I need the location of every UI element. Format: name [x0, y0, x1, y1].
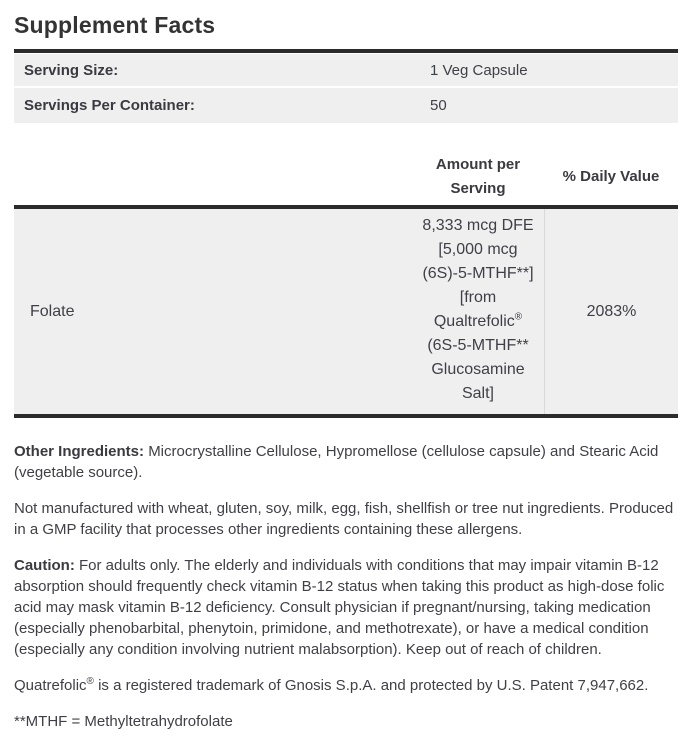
servings-per-container-value: 50	[430, 97, 447, 114]
servings-per-container-label: Servings Per Container:	[24, 97, 195, 114]
divider-thick-bottom	[14, 414, 678, 418]
table-row-folate	[14, 209, 678, 414]
footnote-text: For adults only. The elderly and individuals with conditions that may impair vitamin B-12 absorption should frequently check vitamin B-12 status when taking this product as high-dose folic acid may mask vitamin B-12 deficiency. Consult physician if pregnant/nursing, taking medication (especially phenobarbital, phenytoin, primidone, and methotrexate), or have a medical condition (especially any condition involving nutrient malabsorption). Keep out of reach of children.	[14, 557, 665, 658]
percent-daily-value-header: % Daily Value	[562, 168, 660, 185]
nutrient-amount: 8,333 mcg DFE [5,000 mcg (6S)-5-MTHF**] [from Qualtrefolic® (6S-5-MTHF** Glucosamine Salt]	[422, 217, 534, 402]
footnote-text: Quatrefolic® is a registered trademark of Gnosis S.p.A. and protected by U.S. Patent 7,947,662.	[14, 676, 649, 694]
serving-info-table	[14, 53, 678, 123]
panel-title: Supplement Facts	[14, 12, 216, 38]
footnote-text: Microcrystalline Cellulose, Hypromellose (cellulose capsule) and Stearic Acid (vegetable source).	[14, 443, 659, 481]
serving-size-label: Serving Size:	[24, 61, 119, 79]
footnote-trademark	[14, 675, 678, 696]
servings-per-container-row	[14, 88, 678, 123]
serving-size-row	[14, 53, 678, 88]
amount-per-serving-header: Amount per Serving	[435, 156, 521, 197]
serving-size-value: 1 Veg Capsule	[430, 61, 528, 79]
footnote-lead: Caution:	[14, 557, 75, 574]
footnotes-section	[14, 441, 678, 732]
nutrient-daily-value: 2083%	[544, 209, 678, 414]
footnote-caution	[14, 555, 678, 660]
footnote-lead: Other Ingredients:	[14, 443, 145, 460]
footnote-text: Not manufactured with wheat, gluten, soy, milk, egg, fish, shellfish or tree nut ingredients. Produced in a GMP facility that processes other ingredients containing these allergens.	[14, 500, 674, 538]
footnote-mthf-definition	[14, 711, 678, 732]
footnote-text: **MTHF = Methyltetrahydrofolate	[14, 713, 233, 730]
nutrient-name: Folate	[30, 302, 75, 320]
footnote-other-ingredients	[14, 441, 678, 483]
nutrient-table-header	[14, 153, 678, 201]
footnote-allergens	[14, 498, 678, 540]
